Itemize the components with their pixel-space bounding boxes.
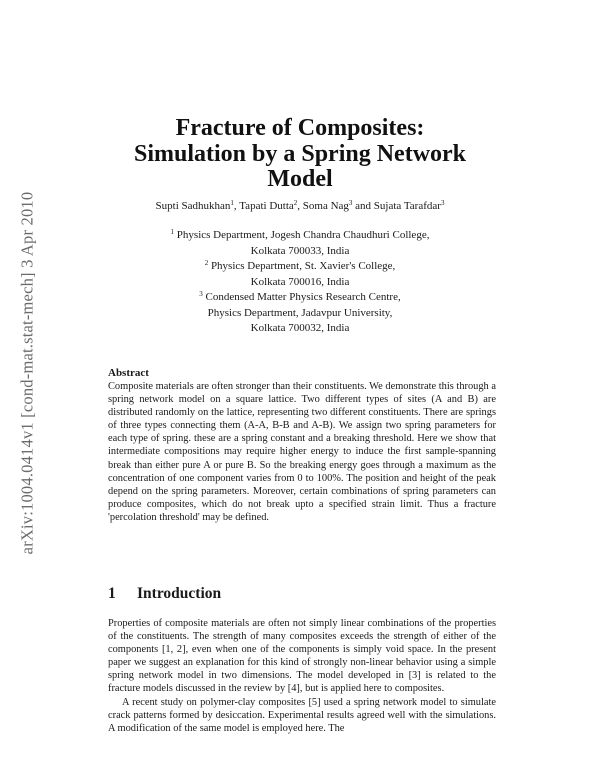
arxiv-sidebar bbox=[12, 148, 42, 598]
affiliation-line: Kolkata 700033, India bbox=[250, 244, 350, 257]
affiliation-line: $^1$ Physics Department, Jogesh Chandra Chaudhuri College, bbox=[170, 228, 430, 241]
paper-title bbox=[0, 116, 600, 193]
author-affiliation-mark: 2 bbox=[293, 199, 298, 207]
affiliation-mark: 1 bbox=[170, 228, 175, 236]
title-line-3: Model bbox=[267, 166, 333, 192]
introduction-body bbox=[108, 617, 496, 735]
affiliation-line: Kolkata 700032, India bbox=[250, 322, 350, 334]
affiliation-mark: 2 bbox=[204, 259, 209, 267]
author-affiliation-mark: 3 bbox=[440, 199, 445, 207]
author-name: Sujata Tarafdar bbox=[373, 200, 441, 212]
author-affiliation-mark: 3 bbox=[348, 199, 353, 207]
title-line-2: Simulation by a Spring Network bbox=[133, 140, 467, 167]
affiliation-line: Kolkata 700016, India bbox=[250, 275, 350, 288]
title-line-1: Fracture of Composites: bbox=[175, 115, 425, 141]
author-name: Soma Nag bbox=[302, 200, 349, 212]
affiliation-line: $^3$ Condensed Matter Physics Research Centre, bbox=[199, 290, 401, 303]
author-conjunction: and bbox=[355, 200, 372, 212]
abstract-text: Composite materials are often stronger than their constituents. We demonstrate this through a spring network model on a square lattice. Two different types of sites (A and B) are distributed randomly on the lattice, representing two different constituents. There are springs of three types connecting them (A-A, B-B and A-B). We assign two spring parameters for each type of spring. these are a spring constant and a breaking threshold. Here we show that intermediate compositions may require higher energy to induce the first sample-spanning break than either pure A or pure B. So the breaking energy goes through a maximum as the concentration of one component varies from 0 to 100%. The position and height of the peak depend on the spring parameters. Moreover, certain combinations of spring parameters can produce composites, which do not break upto a specified strain limit. Thus a fracture 'percolation threshold' may be defined. bbox=[108, 381, 496, 523]
affiliation-line: $^2$ Physics Department, St. Xavier's College, bbox=[204, 259, 396, 272]
section-number: 1 bbox=[108, 585, 116, 602]
paragraph: A recent study on polymer-clay composites [5] used a spring network model to simulate crack patterns formed by desiccation. Experimental results agreed well with the simulations. A modification of the same model is employed here. The bbox=[108, 696, 496, 734]
arxiv-identifier: arXiv:1004.0414v1 [cond-mat.stat-mech] 3 Apr 2010 bbox=[17, 191, 37, 555]
author-name: Supti Sadhukhan bbox=[155, 200, 231, 212]
paragraph: Properties of composite materials are often not simply linear combinations of the properties of the constituents. The strength of many composites exceeds the strength of either of the components [1, 2], even when one of the components is simply void space. In the present paper we suggest an explanation for this kind of strongly non-linear behavior using a simple spring network model in two dimensions. The model developed in [3] is related to the fracture models discussed in the review by [4], but is applied here to composites. bbox=[108, 618, 496, 695]
author-affiliation-mark: 1 bbox=[230, 199, 234, 207]
affiliation-line: Physics Department, Jadavpur University, bbox=[207, 306, 393, 319]
author-list: Supti Sadhukhan$^1$, Tapati Dutta$^2$, Soma Nag$^3$ and Sujata Tarafdar$^3$ bbox=[155, 199, 445, 212]
affiliations bbox=[0, 228, 600, 337]
affiliation-mark: 3 bbox=[199, 290, 203, 298]
abstract-heading: Abstract bbox=[108, 367, 149, 379]
section-heading bbox=[108, 585, 221, 603]
author-name: Tapati Dutta bbox=[239, 200, 294, 212]
section-title: Introduction bbox=[137, 585, 222, 602]
